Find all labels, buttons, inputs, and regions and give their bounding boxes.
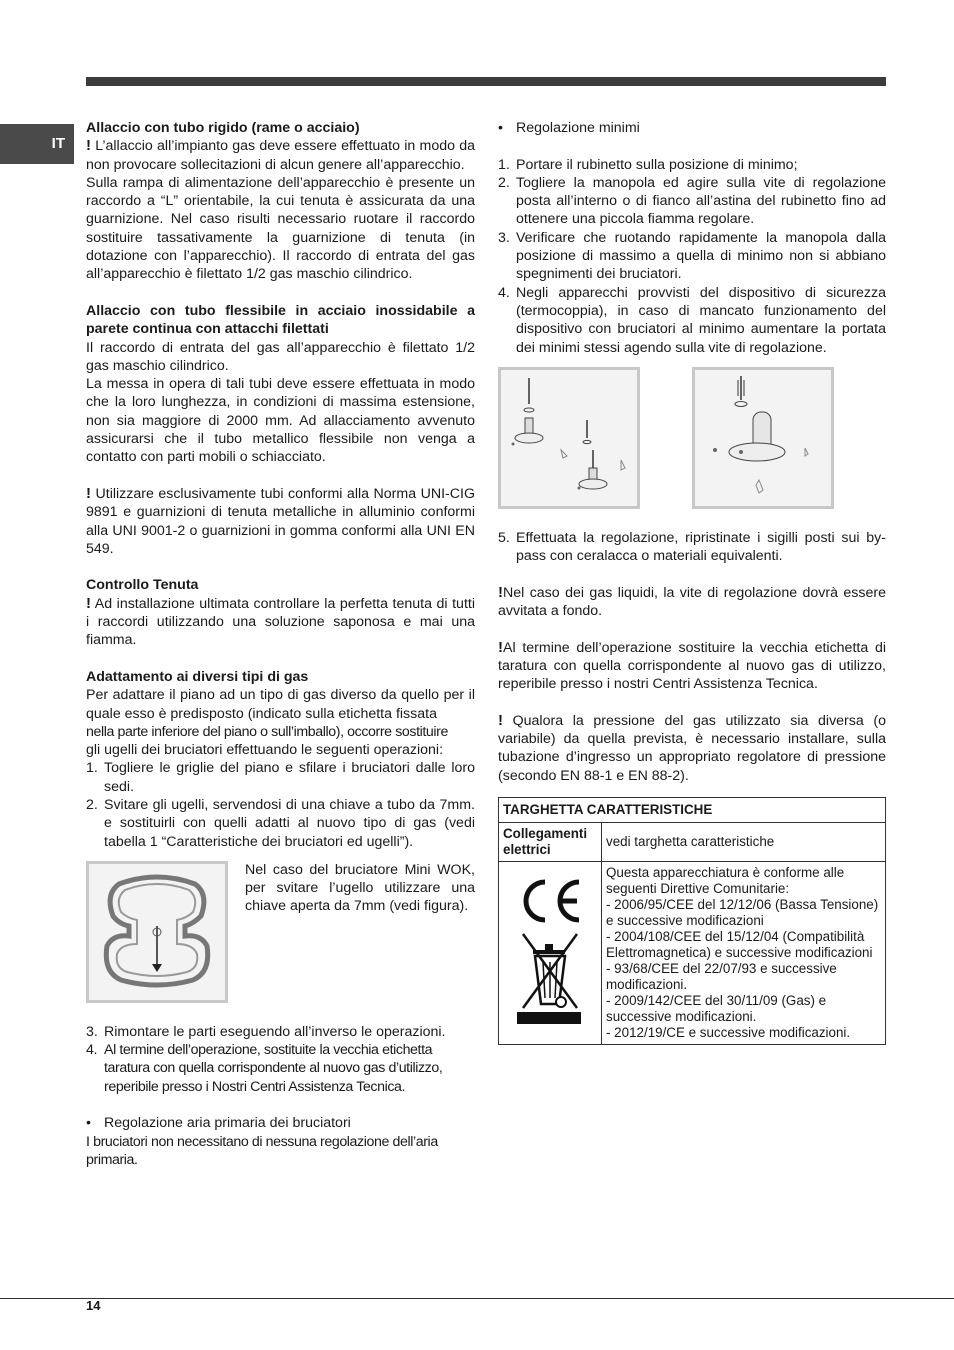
paragraph: ! L’allaccio all’impianto gas deve essere effettuato in modo da non provocare sollecitazioni di alcun genere all’apparecchio. <box>86 137 475 173</box>
paragraph: ! Ad installazione ultimata controllare la perfetta tenuta di tutti i raccordi utilizzando una soluzione saponosa e mai una fiamma. <box>86 594 475 649</box>
paragraph: nella parte inferiore del piano o sull’imballo), occorre sostituire <box>86 723 448 740</box>
steps-list-a <box>86 759 475 850</box>
list-item: 2. Togliere la manopola ed agire sulla vite di regolazione posta all’interno o di fianco all’astina del rubinetto fino ad ottenere una piccola fiamma regolare. <box>498 174 886 228</box>
directives-text: Questa apparecchiatura è conforme alle seguenti Direttive Comunitarie: - 2006/95/CEE del 12/12/06 (Bassa Tensione) e successive modificazioni - 2004/108/CEE del 15/12/04 (Compatibilità Elettromagnetica) e successive modificazioni - 93/68/CEE del 22/07/93 e successive modificazioni. - 2009/142/CEE del 30/11/09 (Gas) e successive modificazioni. - 2012/19/CE e successive modificazioni. <box>602 862 886 1045</box>
screwdriver-icon <box>695 370 831 506</box>
steps-list-b <box>86 1023 475 1096</box>
warning-icon: ! <box>498 711 503 729</box>
language-tab: IT <box>0 124 74 164</box>
steps-list-c <box>498 156 886 357</box>
paragraph: gli ugelli dei bruciatori effettuando le seguenti operazioni: <box>86 742 444 759</box>
steps-list-d <box>498 529 886 566</box>
bullet-item: • Regolazione aria primaria dei bruciatori <box>86 1115 351 1132</box>
list-item: 3. Verificare che ruotando rapidamente la manopola dalla posizione di massimo a quella di minimo non si abbiano spegnimenti dei bruciatori. <box>498 229 886 283</box>
section-title-gas-adaptation: Adattamento ai diversi tipi di gas <box>86 668 309 685</box>
screwdriver-icon <box>501 370 637 506</box>
list-item: 1. Portare il rubinetto sulla posizione di minimo; <box>498 156 798 173</box>
right-column <box>498 119 886 1045</box>
burner-wrench-icon <box>89 864 225 1000</box>
list-item: 3. Rimontare le parti eseguendo all’inverso le operazioni. <box>86 1023 446 1040</box>
warning-icon: ! <box>86 484 91 502</box>
list-item: 5. Effettuata la regolazione, ripristinate i sigilli posti sui by-pass con ceralacca o materiali equivalenti. <box>498 529 886 565</box>
paragraph: Sulla rampa di alimentazione dell’apparecchio è presente un raccordo a “L” orientabile, la cui tenuta è assicurata da una guarnizione. Nel caso risulti necessario ruotare il raccordo sostituire tassativamente la guarnizione di tenuta (in dotazione con l’apparecchio). Il raccordo di entrata del gas all’apparecchio è filettato 1/2 gas maschio cilindrico. <box>86 174 475 283</box>
list-item: 4. Al termine dell’operazione, sostituite la vecchia etichetta taratura con quella corrispondente al nuovo gas d’utilizzo, reperibile presso i Nostri Centri Assistenza Tecnica. <box>86 1042 443 1095</box>
table-value: vedi targhetta caratteristiche <box>602 823 886 862</box>
table-header: TARGHETTA CARATTERISTICHE <box>499 798 886 823</box>
wok-figure-row <box>86 861 475 1003</box>
paragraph: La messa in opera di tali tubi deve essere effettuata in modo che la loro lunghezza, in condizioni di massima estensione, non sia maggiore di 2000 mm. Ad allacciamento avvenuto assicurarsi che il tubo metallico flessibile non venga a contatto con parti mobili o schiacciato. <box>86 376 475 466</box>
warning-icon: ! <box>498 583 503 601</box>
certification-marks <box>499 862 602 1045</box>
tap-adjustment-figure-2 <box>692 367 834 509</box>
section-title-leak-check: Controllo Tenuta <box>86 577 199 594</box>
paragraph: ! Qualora la pressione del gas utilizzato sia diversa (o variabile) da quella prevista, è necessario installare, sulla tubazione d’ingresso un appropriato regolatore di pressione (secondo EN 88-1 e EN 88-2). <box>498 711 886 784</box>
mini-wok-burner-figure <box>86 861 228 1003</box>
table-label: Collegamenti elettrici <box>499 823 602 862</box>
page-number: 14 <box>86 1298 101 1313</box>
tap-adjustment-figure-1 <box>498 367 640 509</box>
weee-bin-icon <box>515 930 585 1026</box>
paragraph: !Nel caso dei gas liquidi, la vite di regolazione dovrà essere avvitata a fondo. <box>498 583 886 620</box>
section-title-flexible-pipe: Allaccio con tubo flessibile in acciaio inossidabile a parete continua con attacchi filettati <box>86 302 475 338</box>
warning-icon: ! <box>498 638 503 656</box>
warning-icon: ! <box>86 137 91 155</box>
warning-icon: ! <box>86 594 91 612</box>
bullet-item: • Regolazione minimi <box>498 120 640 136</box>
paragraph: Il raccordo di entrata del gas all’apparecchio è filettato 1/2 gas maschio cilindrico. <box>86 339 475 374</box>
figure-row <box>498 367 886 509</box>
list-item: 1. Togliere le griglie del piano e sfilare i bruciatori dalle loro sedi. <box>86 760 475 795</box>
list-item: 2. Svitare gli ugelli, servendosi di una chiave a tubo da 7mm. e sostituirli con quelli adatti al nuovo tipo di gas (vedi tabella 1 “Caratteristiche dei bruciatori ed ugelli”). <box>86 796 475 850</box>
top-rule <box>86 77 886 86</box>
paragraph: I bruciatori non necessitano di nessuna regolazione dell’aria primaria. <box>86 1133 438 1168</box>
list-item: 4. Negli apparecchi provvisti del dispositivo di sicurezza (termocoppia), in caso di mancato funzionamento del dispositivo con bruciatori al minimo aumentare la portata dei minimi stessi agendo sulla vite di regolazione. <box>498 284 886 356</box>
paragraph: ! Utilizzare esclusivamente tubi conformi alla Norma UNI-CIG 9891 e guarnizioni di tenuta metalliche in alluminio conformi alla UNI 9001-2 o guarnizioni in gomma conformi alla UNI EN 549. <box>86 484 475 557</box>
ce-mark-icon <box>515 876 585 926</box>
paragraph: !Al termine dell’operazione sostituire la vecchia etichetta di taratura con quella corrispondente al nuovo gas di utilizzo, reperibile presso i nostri Centri Assistenza Tecnica. <box>498 638 886 693</box>
wok-note: Nel caso del bruciatore Mini WOK, per svitare l’ugello utilizzare una chiave aperta da 7mm (vedi figura). <box>245 861 475 915</box>
footer-rule <box>0 1298 954 1299</box>
paragraph: Per adattare il piano ad un tipo di gas diverso da quello per il quale esso è predisposto (indicato sulla etichetta fissata <box>86 687 475 722</box>
rating-plate-table <box>498 797 886 1045</box>
section-title-rigid-pipe: Allaccio con tubo rigido (rame o acciaio) <box>86 120 360 136</box>
left-column <box>86 119 475 1169</box>
